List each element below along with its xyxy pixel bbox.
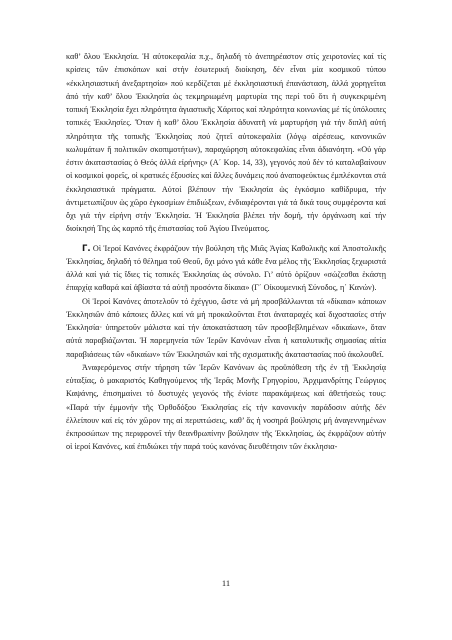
body-text (66, 50, 386, 454)
paragraph-2-text: Οἱ Ἱεροί Κανόνες ἐκφράζουν τήν βούληση τῆς Μιᾶς Ἁγίας Καθολικῆς καί Ἀποστολικῆς Ἐκκλησίας, δηλαδή τό θέλημα τοῦ Θεοῦ, ὄχι μόνο γιά κάθε ἕνα μέλος τῆς Ἐκκλησίας ξεχωριστά ἀλλά καί γιά τίς ἴδιες τίς τοπικές Ἐκκλησίας ὡς σύνολο. Γι’ αὐτό ὁρίζουν «σώζεσθαι ἑκάστῃ ἐπαρχίᾳ καθαρά καί ἀβίαστα τά αὐτῇ προσόντα δίκαια» (Γ΄ Οἰκουμενική Σύνοδος, η΄ Κανών). (66, 243, 386, 293)
paragraph-2 (66, 242, 386, 295)
section-marker: Γ. (82, 242, 91, 253)
paragraph-3-text: Οἱ Ἱεροί Κανόνες ἀποτελοῦν τό ἐχέγγυο, ὥστε νά μή προσβάλλωνται τά «δίκαια» κάποιων Ἐκκλησιῶν ἀπό κάποιες ἄλλες καί νά μή προκαλοῦνται ἔτσι ἀναταραχές καί διχοστασίες στήν Ἐκκλησία· ὑπηρετοῦν μάλιστα καί τήν ἀποκατάσταση τῶν προσβεβλημένων «δικαίων», ὅταν αὐτά παραβιάζωνται. Ἡ παρεμηνεία τῶν Ἱερῶν Κανόνων εἶναι ἡ καταλυτικῆς σημασίας αἰτία παραβιάσεως τῶν «δικαίων» τῶν Ἐκκλησιῶν καί τῆς σχισματικῆς ἀκαταστασίας πού ἀκολουθεῖ. (66, 296, 386, 359)
paragraph-4-text: Ἀναφερόμενος στήν τήρηση τῶν Ἱερῶν Κανόνων ὡς προϋπόθεση τῆς ἐν τῇ Ἐκκλησίᾳ εὐταξίας, ὁ μακαριστός Καθηγούμενος τῆς Ἱερᾶς Μονῆς Γρηγορίου, Ἀρχιμανδρίτης Γεώργιος Καψάνης, ἐπισημαίνει τό δυστυχές γεγονός τῆς ἐνίοτε παρακάμψεως καί ἀθετήσεώς τους: «Παρά τήν ἐμμονήν τῆς Ὀρθοδόξου Ἐκκλησίας εἰς τήν κανονικήν παράδοσιν αὐτῆς δέν ἐλλείπουν καί εἰς τόν χῶρον της αἱ περιπτώσεις, καθ’ ἅς ἡ νοσηρά βούλησις μή ἀναγεννημένων ἐκπροσώπων της περιφρονεῖ τήν θεανθρωπίνην βούλησιν τῆς Ἐκκλησίας, ὡς ἐκφράζουν αὐτήν οἱ ἱεροί Κανόνες, καί ἐπιδιώκει τήν παρά τούς κανόνας διευθέτησιν τῶν ἐκκλησια- (66, 362, 386, 452)
page-number: 11 (221, 578, 231, 588)
paragraph-4 (66, 361, 386, 454)
paragraph-3 (66, 295, 386, 361)
paragraph-1-text: καθ’ ὅλου Ἐκκλησία. Ἡ αὐτοκεφαλία π.χ., δηλαδή τὸ ἀνεπηρέαστον στίς χειροτονίες καί τίς κρίσεις τῶν ἐπισκόπων καί στήν ἐσωτερική διοίκηση, δέν εἶναι μία κοσμικοῦ τύπου «ἐκκλησιαστική ἀνεξαρτησία» πού κερδίζεται μέ ἐκκλησιαστική ἐπανάσταση, ἀλλά χορηγεῖται ἀπό τήν καθ’ ὅλου Ἐκκλησία ὡς τεκμηριωμένη μαρτυρία της περί τοῦ ὅτι ἡ συγκεκριμένη τοπική Ἐκκλησία ἔχει πληρότητα ἁγιαστικῆς Χάριτος καί πληρότητα κοινωνίας μέ τίς ὑπόλοιπες τοπικές Ἐκκλησίες. Ὅταν ἡ καθ’ ὅλου Ἐκκλησία ἀδυνατῆ νά μαρτυρήση γιά τήν διπλῆ αὐτή πληρότητα τῆς τοπικῆς Ἐκκλησίας πού ζητεῖ αὐτοκεφαλία (λόγῳ αἱρέσεως, κανονικῶν κωλυμάτων ἤ πολιτικῶν σκοπιμοτήτων), παραχώρηση αὐτοκεφαλίας εἶναι ἀδιανόητη. «Οὐ γάρ ἐστιν ἀκαταστασίας ὁ Θεός ἀλλά εἰρήνης» (Α΄ Κορ. 14, 33), γεγονός πού δέν τό καταλαβαίνουν οἱ κοσμικοί φορεῖς, οἱ κρατικές ἐξουσίες καί ἄλλες δυνάμεις πού ἀναποφεύκτως ἐμπλέκονται στά ἐκκλησιαστικά πράγματα. Αὐτοί βλέπουν τήν Ἐκκλησία ὡς ἐγκόσμιο καθίδρυμα, τήν ἀντιμετωπίζουν ὡς χῶρο ἐγκοσμίων ἐπιδιώξεων, ἐνδιαφέρονται γιά τά δικά τους συμφέροντα καί ὄχι γιά τήν εἰρήνη στήν Ἐκκλησία. Ἡ Ἐκκλησία βλέπει τήν δομή, τήν ὀργάνωση καί τήν διοίκησή Της ὡς καρπό τῆς ἐπιστασίας τοῦ Ἁγίου Πνεύματος. (66, 52, 386, 234)
paragraph-1 (66, 50, 386, 236)
